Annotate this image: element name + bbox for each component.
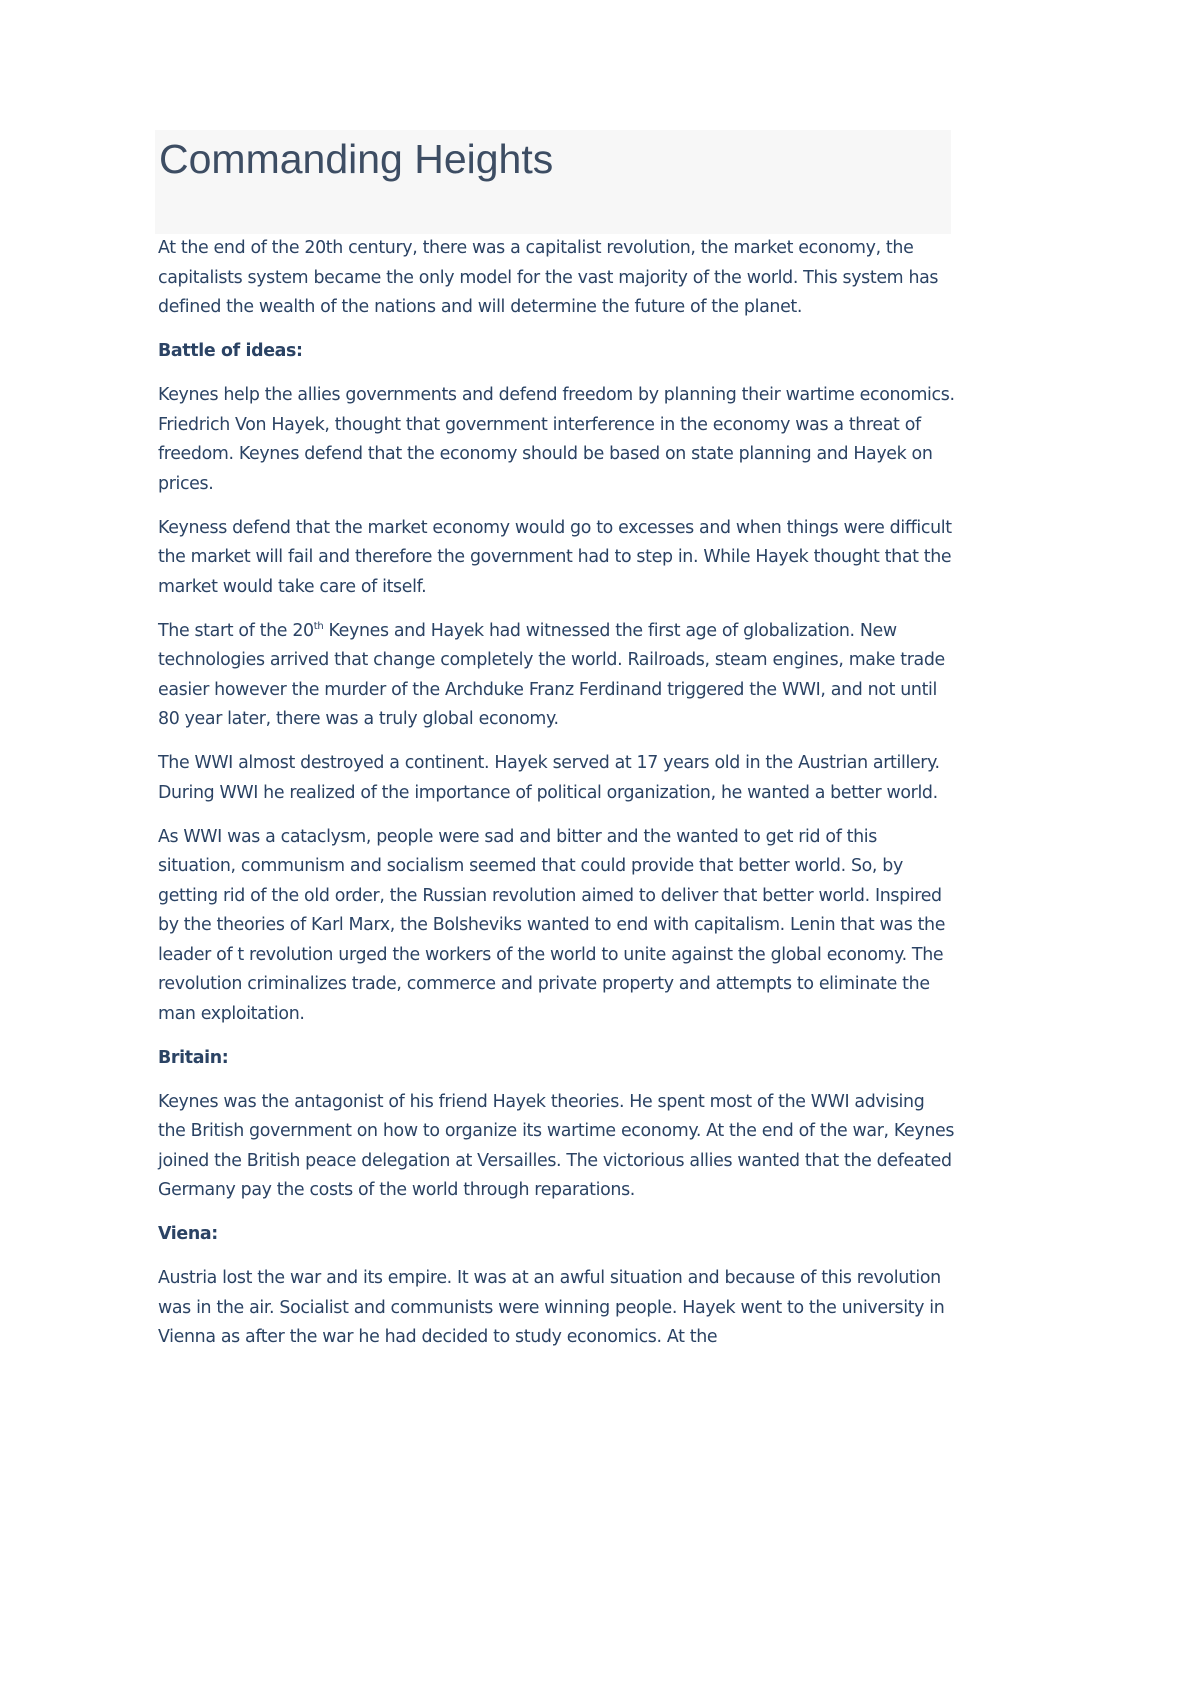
paragraph-wwi: The WWI almost destroyed a continent. Hayek served at 17 years old in the Austrian artillery. During WWI he realized of the importance of political organization, he wanted a better world. (158, 753, 940, 803)
paragraph-globalization-rest: Keynes and Hayek had witnessed the first age of globalization. New technologies arrived that change completely the world. Railroads, steam engines, make trade easier however the murder of the Archduke Franz Ferdinand triggered the WWI, and not until 80 year later, there was a truly global economy. (158, 620, 945, 729)
paragraph-market-excesses: Keyness defend that the market economy would go to excesses and when things were difficult the market will fail and therefore the government had to step in. While Hayek thought that the market would take care of itself. (158, 517, 952, 597)
paragraph-britain: Keynes was the antagonist of his friend Hayek theories. He spent most of the WWI advising the British government on how to organize its wartime economy. At the end of the war, Keynes joined the British peace delegation at Versailles. The victorious allies wanted that the defeated Germany pay the costs of the world through reparations. (158, 1091, 955, 1200)
paragraph-russian-revolution: As WWI was a cataclysm, people were sad and bitter and the wanted to get rid of this situation, communism and socialism seemed that could provide that better world. So, by getting rid of the old order, the Russian revolution aimed to deliver that better world. Inspired by the theories of Karl Marx, the Bolsheviks wanted to end with capitalism. Lenin that was the leader of t revolution urged the workers of the world to unite against the global economy. The revolution criminalizes trade, commerce and private property and attempts to eliminate the man exploitation. (158, 826, 946, 1024)
section-heading-battle-of-ideas: Battle of ideas: (158, 341, 303, 361)
paragraph-keynes-planning: Keynes help the allies governments and defend freedom by planning their wartime economics. Friedrich Von Hayek, thought that government interference in the economy was a threat of freedom. Keynes defend that the economy should be based on state planning and Hayek on prices. (158, 385, 955, 494)
paragraph-globalization (158, 617, 956, 735)
paragraph-globalization-start: The start of the 20 (158, 620, 314, 641)
document-body (158, 234, 956, 1367)
section-heading-britain: Britain: (158, 1047, 229, 1068)
paragraph-intro: At the end of the 20th century, there was a capitalist revolution, the market economy, the capitalists system became the only model for the vast majority of the world. This system has defined the wealth of the nations and will determine the future of the planet. (158, 238, 939, 317)
document-title: Commanding Heights (159, 136, 554, 182)
title-block (155, 130, 951, 234)
paragraph-viena: Austria lost the war and its empire. It was at an awful situation and because of this revolution was in the air. Socialist and communists were winning people. Hayek went to the university in Vienna as after the war he had decided to study economics. At the (158, 1268, 945, 1347)
superscript-th: th (313, 620, 324, 632)
section-heading-viena: Viena: (158, 1224, 218, 1244)
